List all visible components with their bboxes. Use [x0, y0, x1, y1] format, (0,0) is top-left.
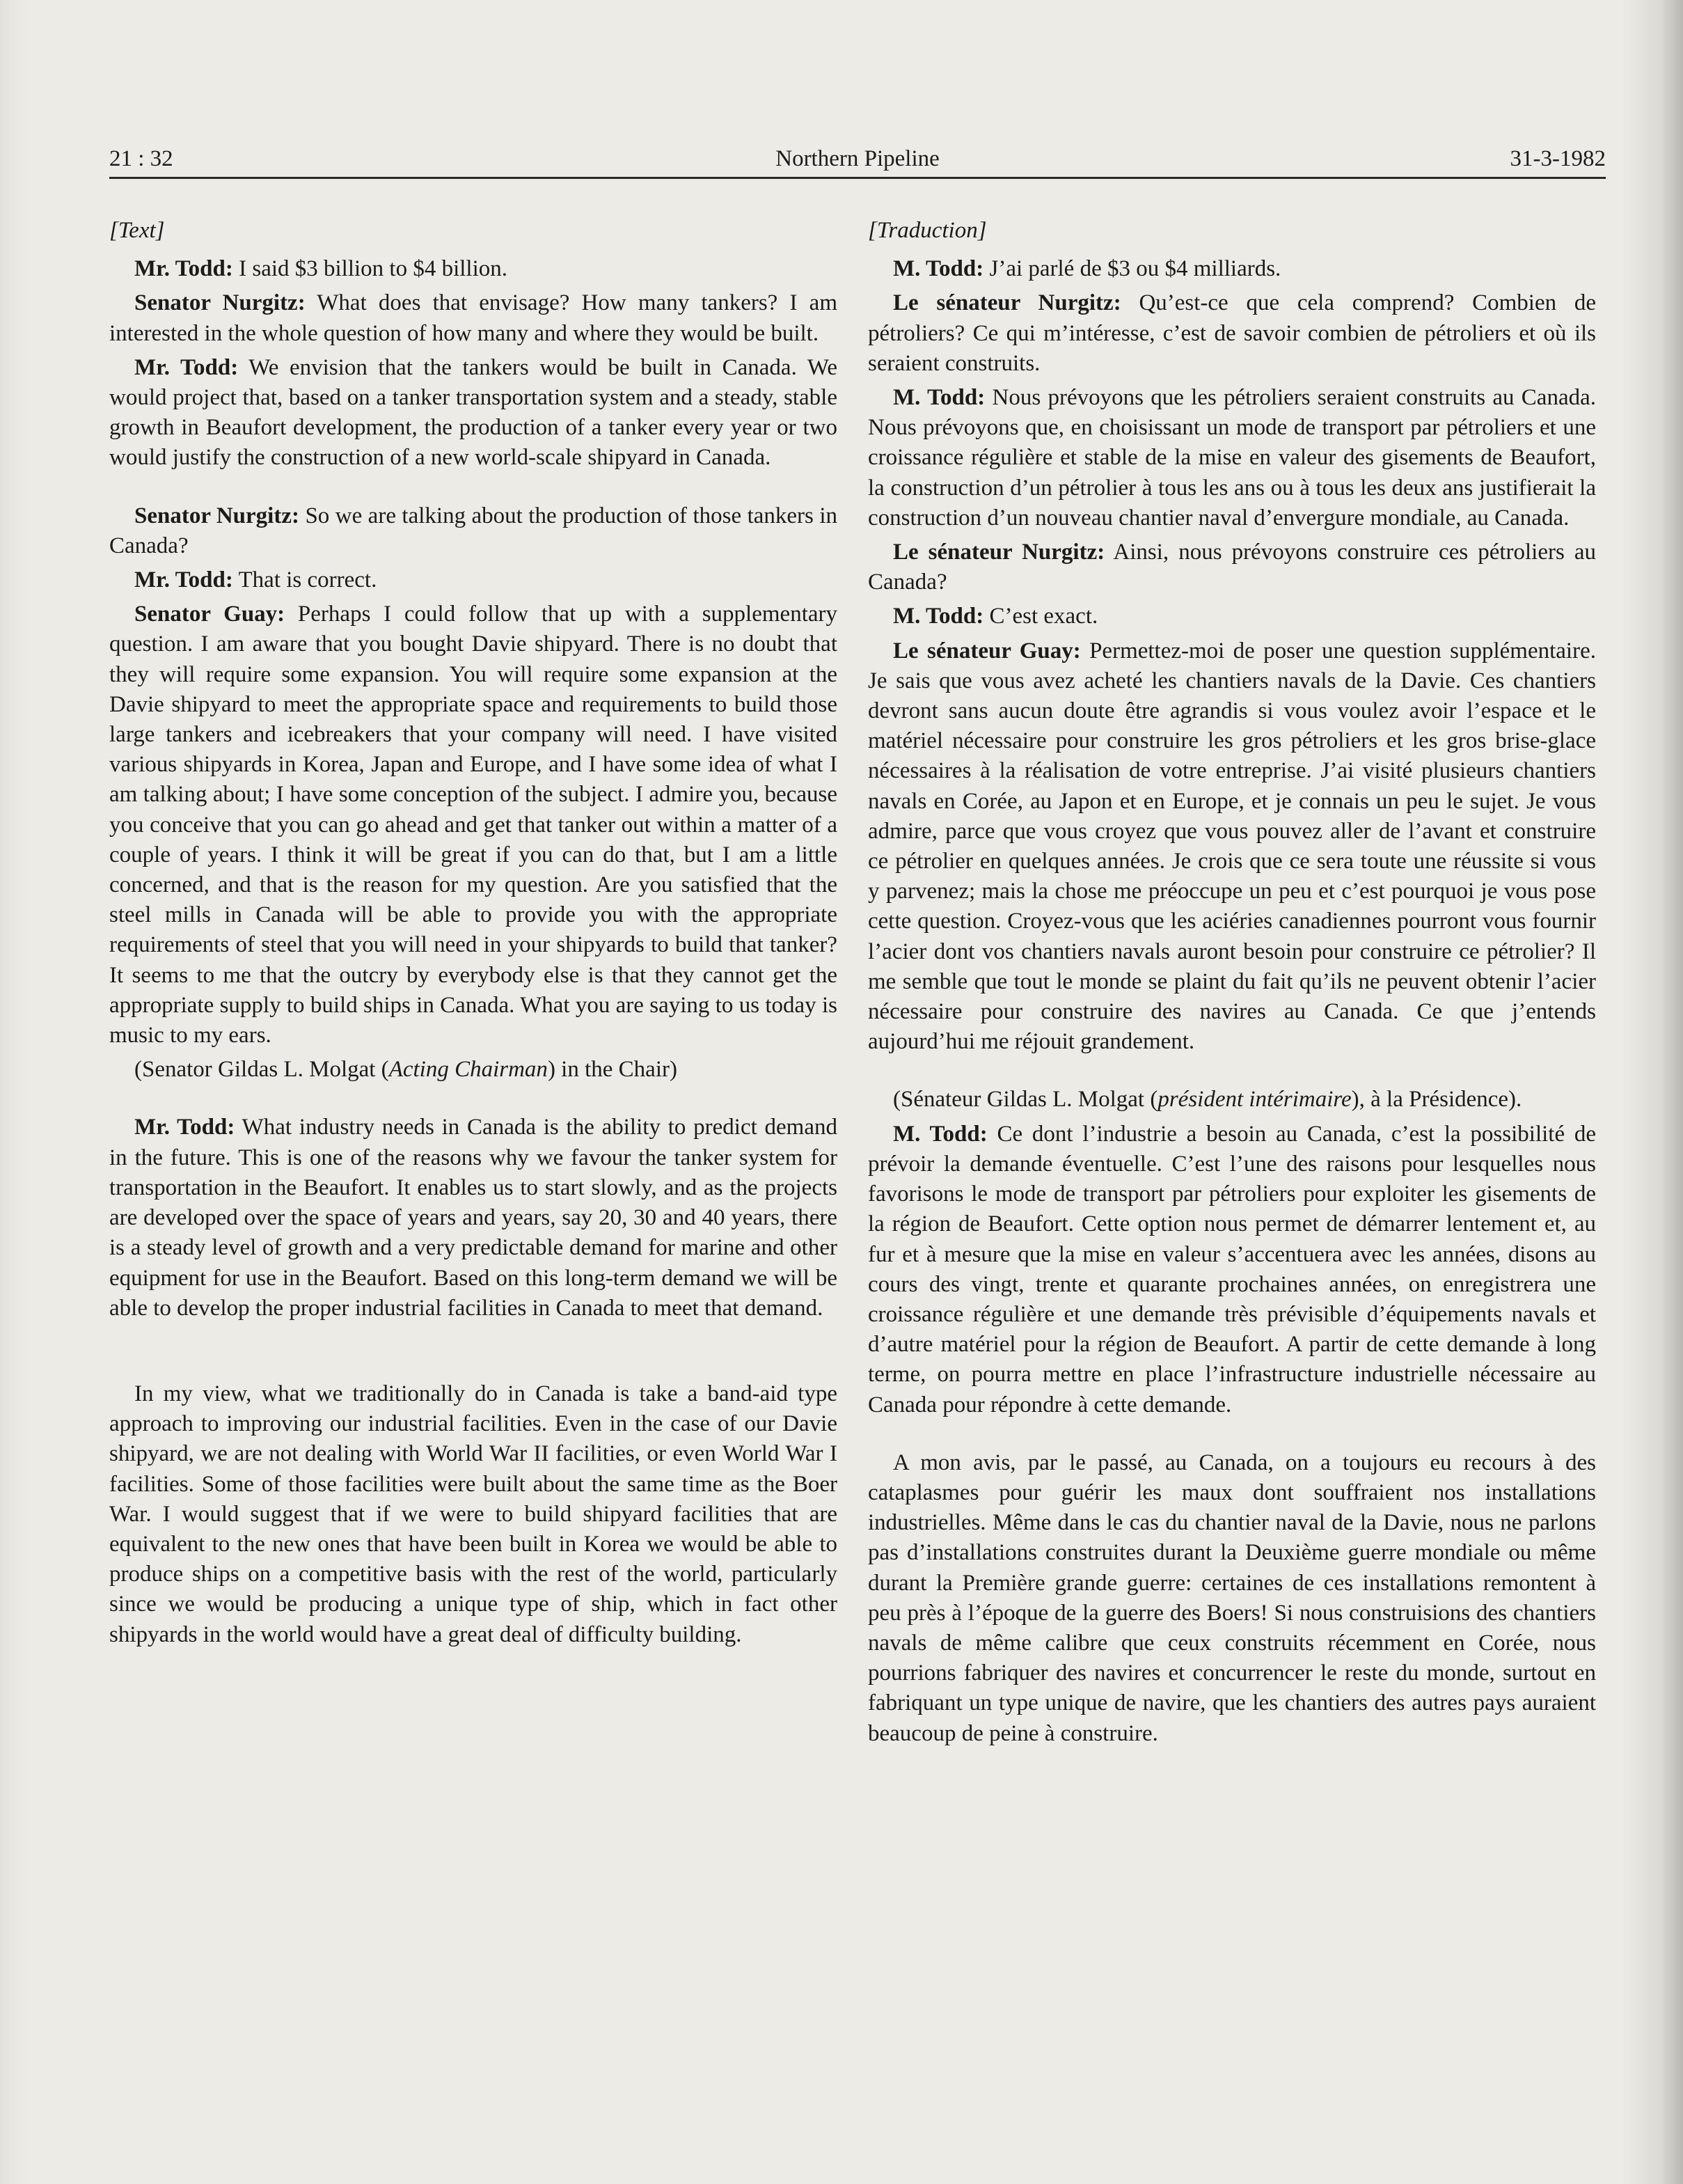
- paragraph: M. Todd: Ce dont l’industrie a besoin au Canada, c’est la possibilité de prévoir la demande éventuelle. C’est l’une des raisons pour lesquelles nous favorisons le mode de transport par pétroliers pour exploiter les gisements de la région de Beaufort. Cette option nous permet de démarrer lentement et, au fur et à mesure que la mise en valeur s’accentuera avec les années, disons au cours des vingt, trente et quarante prochaines années, on enregistrera une croissance régulière et une demande très prévisible d’équipements navals et d’autre matériel pour la région de Beaufort. A partir de cette demande à long terme, on pourra mettre en place l’infrastructure industrielle nécessaire au Canada pour répondre à cette demande.: [868, 1121, 1596, 1417]
- speaker: Mr. Todd:: [134, 256, 233, 282]
- speaker: Le sénateur Nurgitz:: [893, 290, 1121, 316]
- chair-note: (Senator Gildas L. Molgat (Acting Chairman) in the Chair): [134, 1057, 677, 1083]
- page-header: [109, 143, 1606, 174]
- speaker: Le sénateur Nurgitz:: [893, 540, 1105, 565]
- publication-title: Northern Pipeline: [775, 146, 940, 171]
- paragraph: Senator Nurgitz: So we are talking about the production of those tankers in Canada?: [109, 503, 837, 558]
- speaker: M. Todd:: [893, 385, 986, 411]
- section-label: [Text]: [109, 218, 165, 243]
- speaker: Le sénateur Guay:: [893, 638, 1081, 663]
- page-number: 21 : 32: [109, 146, 173, 171]
- paragraph: Mr. Todd: That is correct.: [134, 567, 377, 593]
- french-column: [868, 216, 1596, 1753]
- paragraph: Mr. Todd: We envision that the tankers would be built in Canada. We would project that, based on a tanker transportation system and a steady, stable growth in Beaufort development, the production of a tanker every year or two would justify the construction of a new world-scale shipyard in Canada.: [109, 354, 837, 471]
- paragraph: Senator Guay: Perhaps I could follow that up with a supplementary question. I am aware that you bought Davie shipyard. There is no doubt that they will require some expansion. You will require some expansion at the Davie shipyard to meet the appropriate space and requirements to build those large tankers and icebreakers that your company will need. I have visited various shipyards in Korea, Japan and Europe, and I have some idea of what I am talking about; I have some conception of the subject. I admire you, because you conceive that you can go ahead and get that tanker out within a matter of a couple of years. I think it will be great if you can do that, but I am a little concerned, and that is the reason for my question. Are you satisfied that the steel mills in Canada will be able to provide you with the appropriate requirements of steel that you will need in your shipyards to build that tanker? It seems to me that the outcry by everybody else is that they cannot get the appropriate supply to build ships in Canada. What you are saying to us today is music to my ears.: [109, 602, 837, 1048]
- paragraph: Le sénateur Nurgitz: Qu’est-ce que cela comprend? Combien de pétroliers? Ce qui m’intéresse, c’est de savoir combien de pétroliers et où ils seraient construits.: [868, 290, 1596, 376]
- paragraph: Le sénateur Guay: Permettez-moi de poser une question supplémentaire. Je sais que vous avez acheté les chantiers navals de la Davie. Ces chantiers devront sans aucun doute être agrandis si vous voulez avoir l’espace et le matériel nécessaire pour construire les gros pétroliers et les gros brise-glace nécessaires à la réalisation de votre entreprise. J’ai visité plusieurs chantiers navals en Corée, au Japon et en Europe, et je connais un peu le sujet. Je vous admire, parce que vous croyez que vous pouvez aller de l’avant et construire ce pétrolier en quelques années. Je crois que ce sera toute une réussite si vous y parvenez; mais la chose me préoccupe un peu et c’est pourquoi je vous pose cette question. Croyez-vous que les aciéries canadiennes pourront vous fournir l’acier dont vos chantiers navals auront besoin pour construire ce pétrolier? Il me semble que tout le monde se plaint du fait qu’ils ne peuvent obtenir l’acier nécessaire pour construire des navires au Canada. Ce que j’entends aujourd’hui me réjouit grandement.: [868, 638, 1596, 1055]
- speaker: Senator Nurgitz:: [134, 290, 306, 316]
- paragraph: M. Todd: J’ai parlé de $3 ou $4 milliards.: [893, 256, 1281, 282]
- paragraph: Le sénateur Nurgitz: Ainsi, nous prévoyons construire ces pétroliers au Canada?: [868, 540, 1596, 595]
- speaker: M. Todd:: [893, 256, 984, 282]
- speaker: M. Todd:: [893, 1121, 988, 1147]
- page-date: 31-3-1982: [1510, 146, 1606, 171]
- paragraph: Senator Nurgitz: What does that envisage? How many tankers? I am interested in the whole question of how many and where they would be built.: [109, 290, 837, 346]
- chair-note: (Sénateur Gildas L. Molgat (président intérimaire), à la Présidence).: [893, 1087, 1522, 1113]
- paragraph: Mr. Todd: What industry needs in Canada is the ability to predict demand in the future. This is one of the reasons why we favour the tanker system for transportation in the Beaufort. It enables us to start slowly, and as the projects are developed over the space of years and years, say 20, 30 and 40 years, there is a steady level of growth and a very predictable demand for marine and other equipment for use in the Beaufort. Based on this long-term demand we will be able to develop the proper industrial facilities in Canada to meet that demand.: [109, 1115, 837, 1321]
- paragraph: Mr. Todd: I said $3 billion to $4 billion.: [134, 256, 508, 282]
- speaker: Senator Guay:: [134, 602, 285, 627]
- english-column: [109, 216, 837, 1654]
- paragraph: M. Todd: Nous prévoyons que les pétroliers seraient construits au Canada. Nous prévoyons que, en choisissant un mode de transport par pétroliers et une croissance régulière et stable de la mise en valeur des gisements de Beaufort, la construction d’un pétrolier à tous les ans ou à tous les deux ans justifierait la construction d’un nouveau chantier naval d’envergure mondiale, au Canada.: [868, 385, 1596, 531]
- speaker: M. Todd:: [893, 604, 984, 629]
- speaker: Mr. Todd:: [134, 567, 233, 593]
- speaker: Mr. Todd:: [134, 1115, 235, 1140]
- header-rule: [109, 177, 1606, 179]
- paragraph: A mon avis, par le passé, au Canada, on a toujours eu recours à des cataplasmes pour guérir les maux dont souffraient nos installations industrielles. Même dans le cas du chantier naval de la Davie, nous ne parlons pas d’installations construites durant la Deuxième guerre mondiale ou même durant la Première grande guerre: certaines de ces installations remontent à peu près à l’époque de la guerre des Boers! Si nous construisions des chantiers navals de même calibre que ceux construits récemment en Corée, nous pourrions fabriquer des navires et concurrencer le reste du monde, surtout en fabriquant un type unique de navire, que les chantiers des autres pays auraient beaucoup de peine à construire.: [868, 1450, 1596, 1746]
- paragraph: M. Todd: C’est exact.: [893, 604, 1098, 629]
- speaker: Senator Nurgitz:: [134, 503, 299, 528]
- speaker: Mr. Todd:: [134, 354, 239, 380]
- paragraph: In my view, what we traditionally do in Canada is take a band-aid type approach to improving our industrial facilities. Even in the case of our Davie shipyard, we are not dealing with World War II facilities, or even World War I facilities. Some of those facilities were built about the same time as the Boer War. I would suggest that if we were to build shipyard facilities that are equivalent to the new ones that have been built in Korea we would be able to produce ships on a competitive basis with the rest of the world, particularly since we would be producing a unique type of ship, which in fact other shipyards in the world would have a great deal of difficulty building.: [109, 1381, 837, 1647]
- section-label: [Traduction]: [868, 218, 987, 243]
